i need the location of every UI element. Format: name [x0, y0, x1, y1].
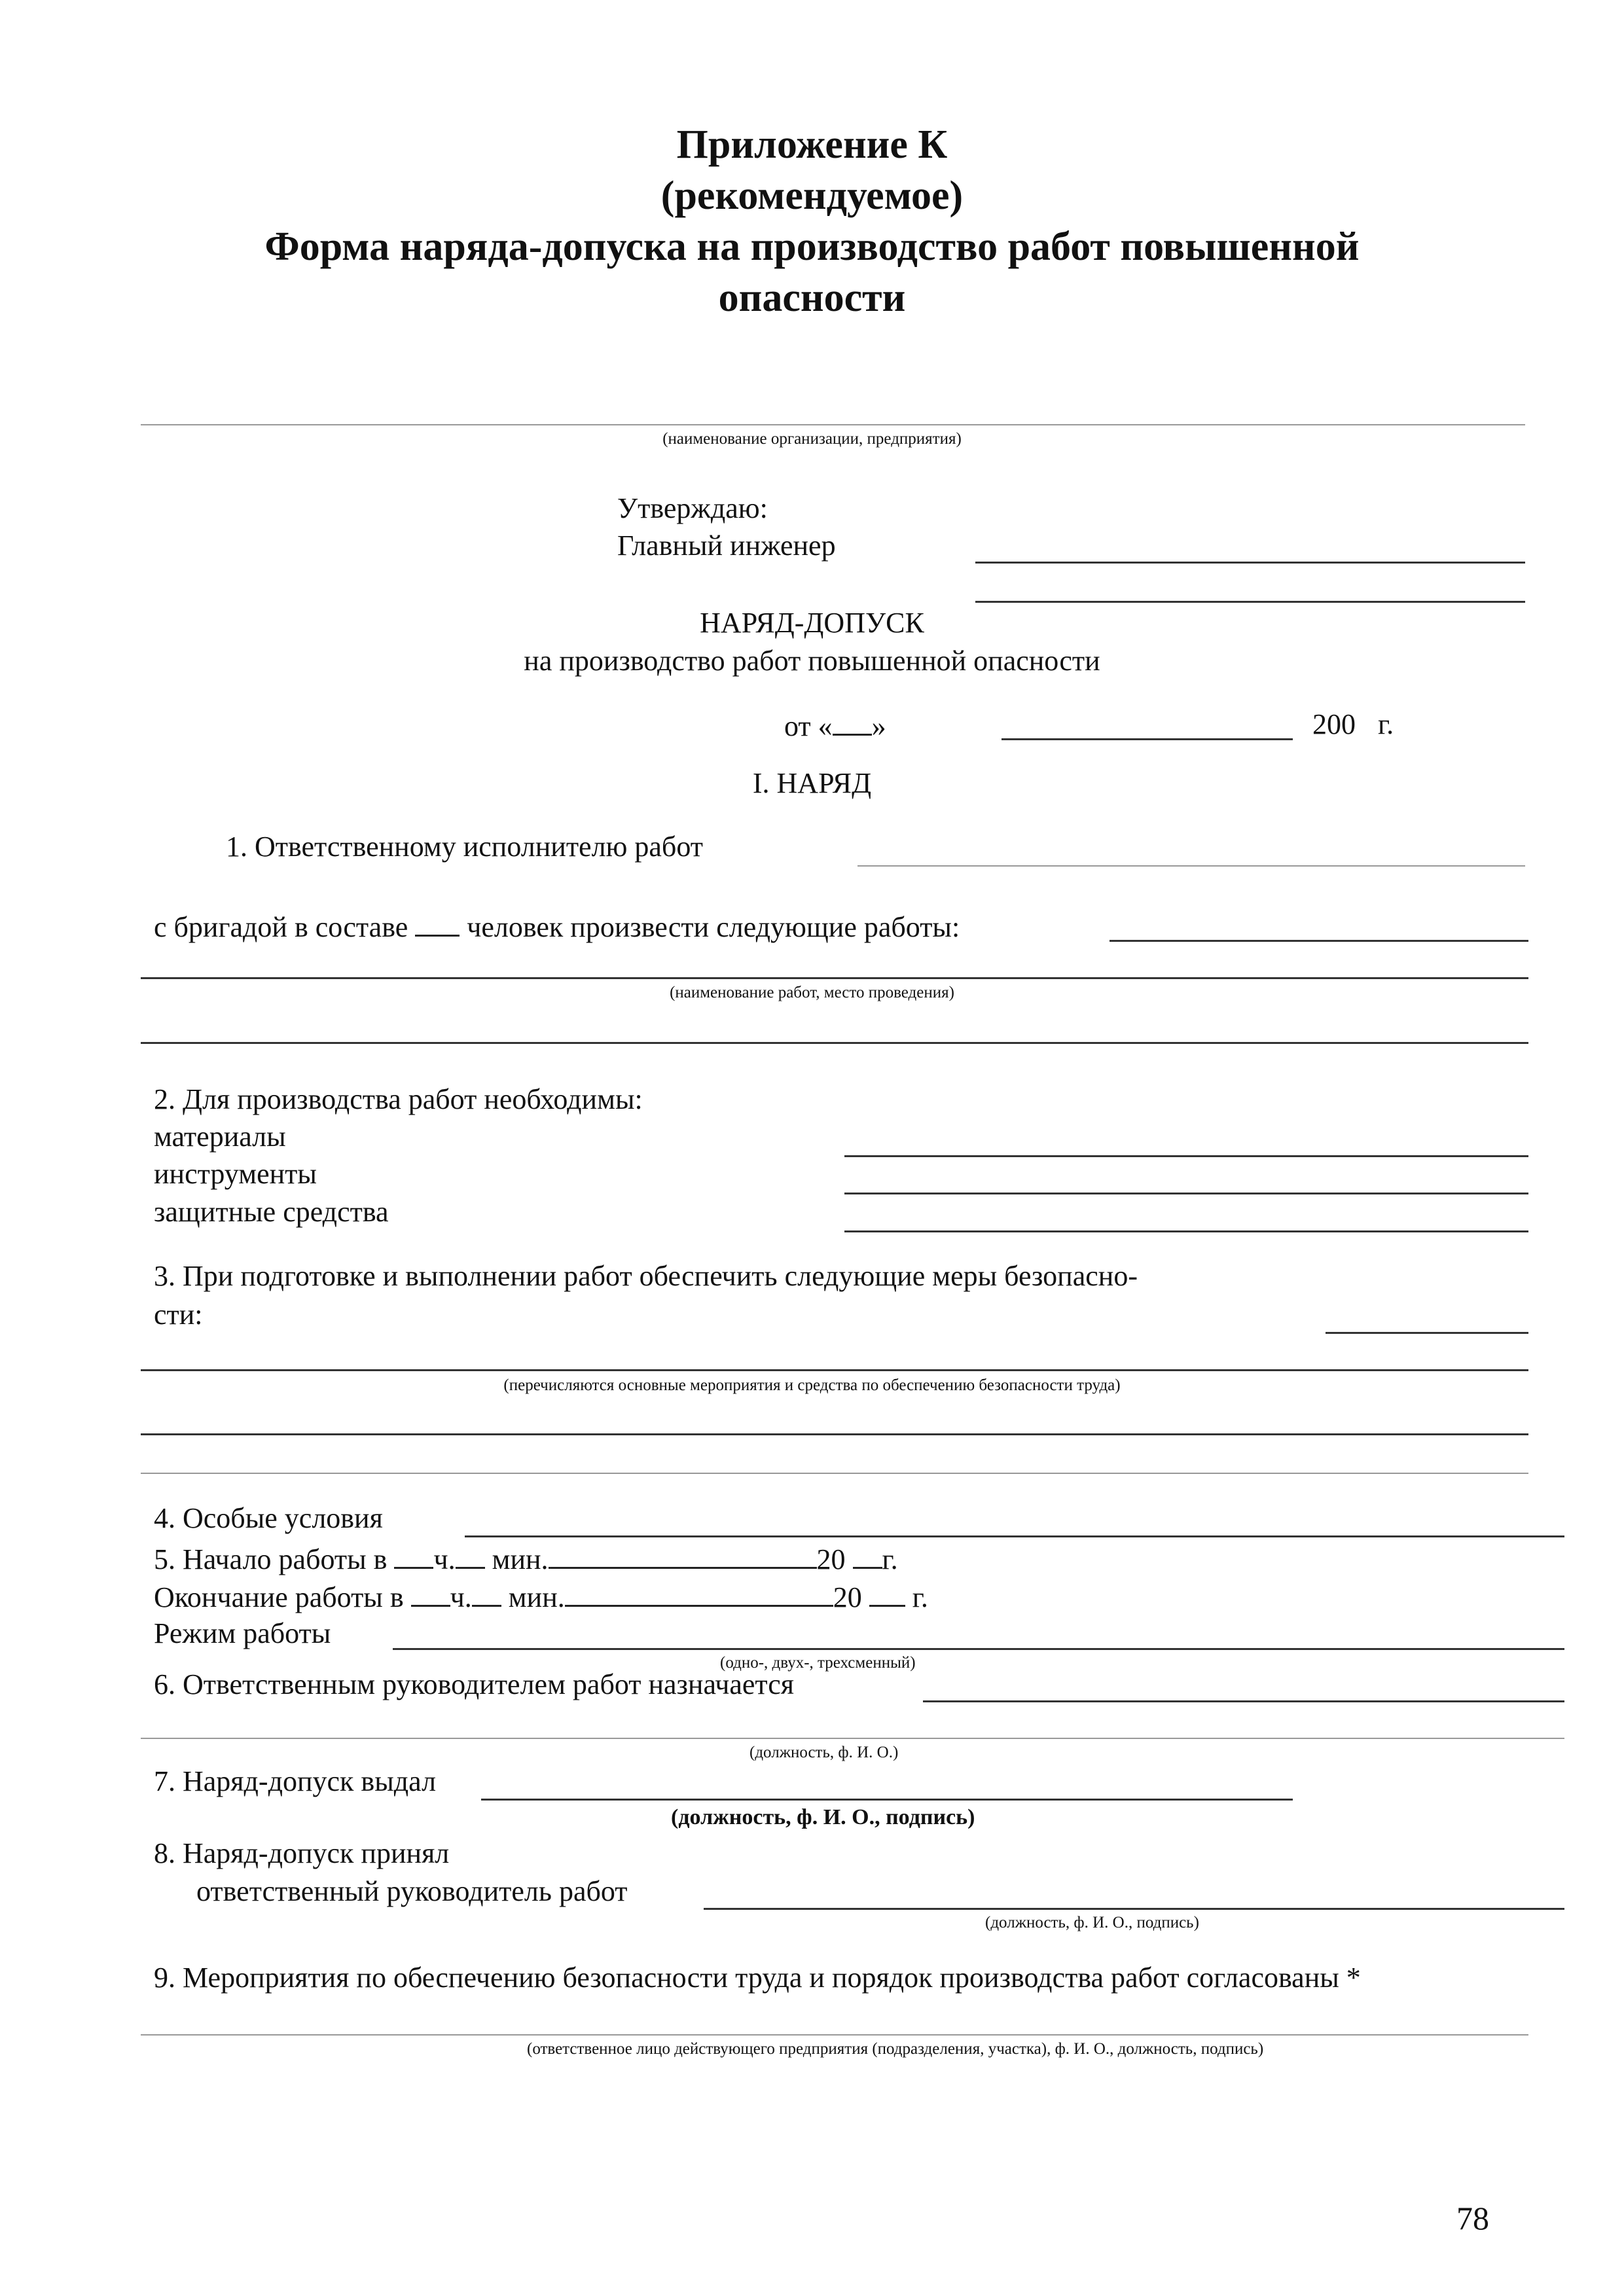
works-line-1[interactable]: [1110, 940, 1528, 942]
end-hour-field[interactable]: [411, 1581, 450, 1607]
start-year-prefix: 20: [816, 1543, 846, 1575]
brigade-label-a: с бригадой в составе: [154, 911, 408, 943]
item6-label: 6. Ответственным руководителем работ назначается: [154, 1668, 794, 1700]
works-line-3[interactable]: [141, 1042, 1528, 1044]
item2-label: 2. Для производства работ необходимы:: [154, 1083, 643, 1115]
accepted-by-field[interactable]: [704, 1908, 1564, 1910]
item9-label: 9. Мероприятия по обеспечению безопасности труда и порядок производства работ согласованы *: [154, 1962, 1361, 1994]
brigade-row: [154, 911, 960, 942]
start-hour-unit: ч.: [433, 1543, 456, 1575]
item4-label: 4. Особые условия: [154, 1502, 383, 1534]
materials-field[interactable]: [844, 1155, 1528, 1157]
accepted-by-caption: (должность, ф. И. О., подпись): [985, 1914, 1199, 1931]
doc-title: НАРЯД-ДОПУСК: [700, 607, 924, 639]
issued-by-field[interactable]: [481, 1799, 1293, 1801]
issued-by-caption: (должность, ф. И. О., подпись): [671, 1805, 975, 1829]
start-row: [154, 1543, 898, 1574]
start-hour-field[interactable]: [394, 1543, 433, 1569]
item3-label-cont: сти:: [154, 1299, 203, 1331]
end-year-suffix: г.: [912, 1581, 928, 1613]
start-year-field[interactable]: [853, 1543, 882, 1569]
item8-label: 8. Наряд-допуск принял: [154, 1837, 450, 1869]
end-year-field[interactable]: [869, 1581, 905, 1607]
start-year-suffix: г.: [882, 1543, 898, 1575]
end-year-prefix: 20: [833, 1581, 862, 1613]
date-year: 200: [1312, 708, 1356, 740]
position-caption: (должность, ф. И. О.): [749, 1744, 899, 1761]
brigade-label-b: человек произвести следующие работы:: [467, 911, 960, 943]
agreed-by-field[interactable]: [141, 2034, 1528, 2036]
special-conditions-field[interactable]: [465, 1535, 1564, 1537]
end-label: Окончание работы в: [154, 1581, 404, 1613]
appendix-title: Приложение К: [676, 122, 948, 167]
start-date-field[interactable]: [549, 1543, 817, 1569]
date-day-field[interactable]: [833, 710, 872, 736]
start-min-unit: мин.: [492, 1543, 549, 1575]
mode-caption: (одно-, двух-, трехсменный): [720, 1654, 916, 1672]
tools-field[interactable]: [844, 1193, 1528, 1194]
protection-field[interactable]: [844, 1230, 1528, 1232]
work-mode-field[interactable]: [393, 1648, 1564, 1650]
responsible-manager-line-2[interactable]: [141, 1738, 1564, 1739]
item7-label: 7. Наряд-допуск выдал: [154, 1765, 437, 1797]
page-number: 78: [1456, 2200, 1489, 2236]
safety-line-4[interactable]: [141, 1473, 1528, 1474]
section-heading: I. НАРЯД: [752, 767, 872, 799]
safety-line-1[interactable]: [1326, 1332, 1528, 1334]
item1-label: 1. Ответственному исполнителю работ: [226, 831, 703, 863]
start-min-field[interactable]: [456, 1543, 485, 1569]
protection-label: защитные средства: [154, 1196, 389, 1228]
item3-label: 3. При подготовке и выполнении работ обеспечить следующие меры безопасно-: [154, 1260, 1138, 1292]
chief-engineer-label: Главный инженер: [617, 529, 836, 562]
works-line-2[interactable]: [141, 977, 1528, 979]
brigade-count-field[interactable]: [415, 911, 460, 937]
chief-engineer-signature-line[interactable]: [975, 562, 1525, 564]
safety-line-3[interactable]: [141, 1433, 1528, 1435]
tools-label: инструменты: [154, 1158, 317, 1190]
item1-executor-line[interactable]: [857, 865, 1525, 867]
date-year-suffix: г.: [1378, 708, 1394, 740]
date-month-field[interactable]: [1001, 738, 1293, 740]
org-caption: (наименование организации, предприятия): [662, 430, 962, 448]
start-label: 5. Начало работы в: [154, 1543, 388, 1575]
chief-engineer-name-line[interactable]: [975, 601, 1525, 603]
responsible-manager-field[interactable]: [923, 1700, 1564, 1702]
item8-label-cont: ответственный руководитель работ: [196, 1875, 628, 1907]
work-caption: (наименование работ, место проведения): [670, 984, 954, 1001]
agreed-by-caption: (ответственное лицо действующего предприятия (подразделения, участка), ф. И. О., должность, подпись): [527, 2040, 1264, 2058]
safety-caption: (перечисляются основные мероприятия и средства по обеспечению безопасности труда): [503, 1376, 1121, 1394]
end-min-unit: мин.: [508, 1581, 565, 1613]
materials-label: материалы: [154, 1121, 286, 1153]
date-close: »: [871, 710, 886, 742]
form-title: Форма наряда-допуска на производство работ повышенной: [264, 224, 1360, 269]
end-row: [154, 1581, 928, 1612]
date-row: [784, 710, 886, 741]
mode-label: Режим работы: [154, 1617, 331, 1649]
form-title-cont: опасности: [718, 276, 906, 320]
end-date-field[interactable]: [565, 1581, 833, 1607]
date-prefix: от «: [784, 710, 833, 742]
end-hour-unit: ч.: [450, 1581, 472, 1613]
org-name-line[interactable]: [141, 424, 1525, 425]
safety-line-2[interactable]: [141, 1369, 1528, 1371]
end-min-field[interactable]: [472, 1581, 501, 1607]
appendix-subtitle: (рекомендуемое): [660, 173, 964, 218]
doc-subtitle: на производство работ повышенной опасности: [524, 645, 1100, 677]
approve-label: Утверждаю:: [617, 492, 768, 524]
